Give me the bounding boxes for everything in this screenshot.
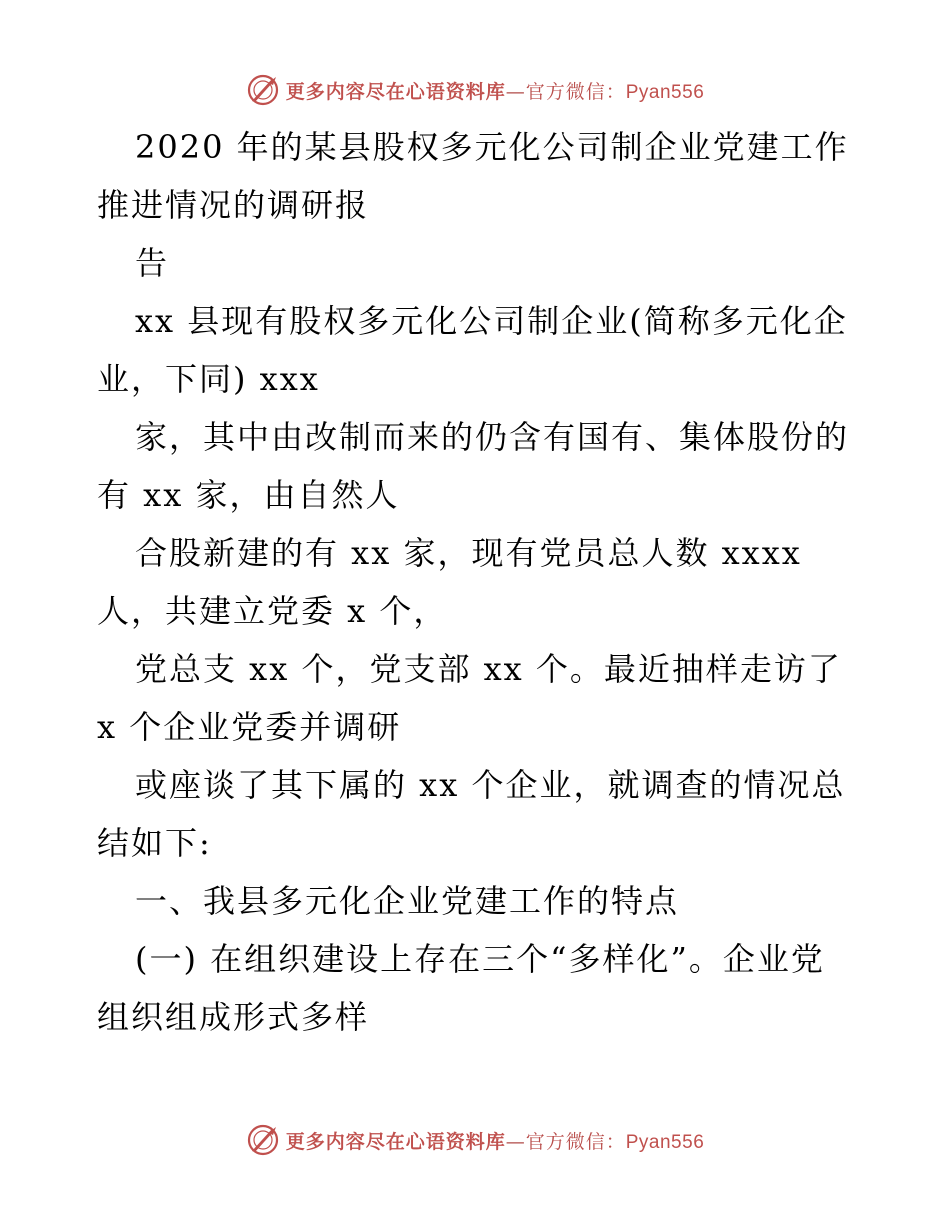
doc-paragraph-line: xx 县现有股权多元化公司制企业(简称多元化企 (135, 302, 848, 340)
doc-paragraph-line: 结如下: (97, 824, 212, 862)
banner-dash: — (505, 80, 526, 103)
doc-title-line-2: 推进情况的调研报 (97, 186, 370, 224)
banner-wechat-id: Pyan556 (625, 1131, 705, 1153)
doc-paragraph-line: 有 xx 家，由自然人 (97, 476, 400, 514)
footer-banner (0, 1122, 950, 1158)
doc-title-line-3: 告 (135, 244, 170, 282)
doc-paragraph-line: 或座谈了其下属的 xx 个企业，就调查的情况总 (135, 766, 846, 804)
doc-paragraph-line: x 个企业党委并调研 (97, 708, 402, 746)
header-banner-text (286, 77, 705, 104)
banner-dash: — (505, 1130, 526, 1153)
header-banner (0, 72, 950, 108)
quill-pen-logo-icon (246, 1123, 280, 1157)
subsection-line: 组织组成形式多样 (97, 998, 370, 1036)
banner-library-text: 更多内容尽在心语资料库 (285, 1130, 506, 1153)
footer-banner-text (286, 1127, 705, 1154)
banner-library-text: 更多内容尽在心语资料库 (285, 80, 506, 103)
quill-pen-logo-icon (246, 73, 280, 107)
subsection-line: (一) 在组织建设上存在三个“多样化”。企业党 (135, 940, 825, 978)
section-heading: 一、我县多元化企业党建工作的特点 (135, 882, 680, 920)
banner-wechat-label: 官方微信： (525, 1130, 626, 1153)
banner-wechat-label: 官方微信： (525, 80, 626, 103)
doc-paragraph-line: 业，下同) xxx (97, 360, 320, 398)
doc-paragraph-line: 党总支 xx 个，党支部 xx 个。最近抽样走访了 (135, 650, 842, 688)
doc-paragraph-line: 家，其中由改制而来的仍含有国有、集体股份的 (135, 418, 850, 456)
doc-paragraph-line: 合股新建的有 xx 家，现有党员总人数 xxxx (135, 534, 802, 572)
banner-wechat-id: Pyan556 (625, 81, 705, 103)
doc-paragraph-line: 人，共建立党委 x 个， (97, 592, 448, 630)
doc-title-line-1: 2020 年的某县股权多元化公司制企业党建工作 (135, 128, 849, 166)
